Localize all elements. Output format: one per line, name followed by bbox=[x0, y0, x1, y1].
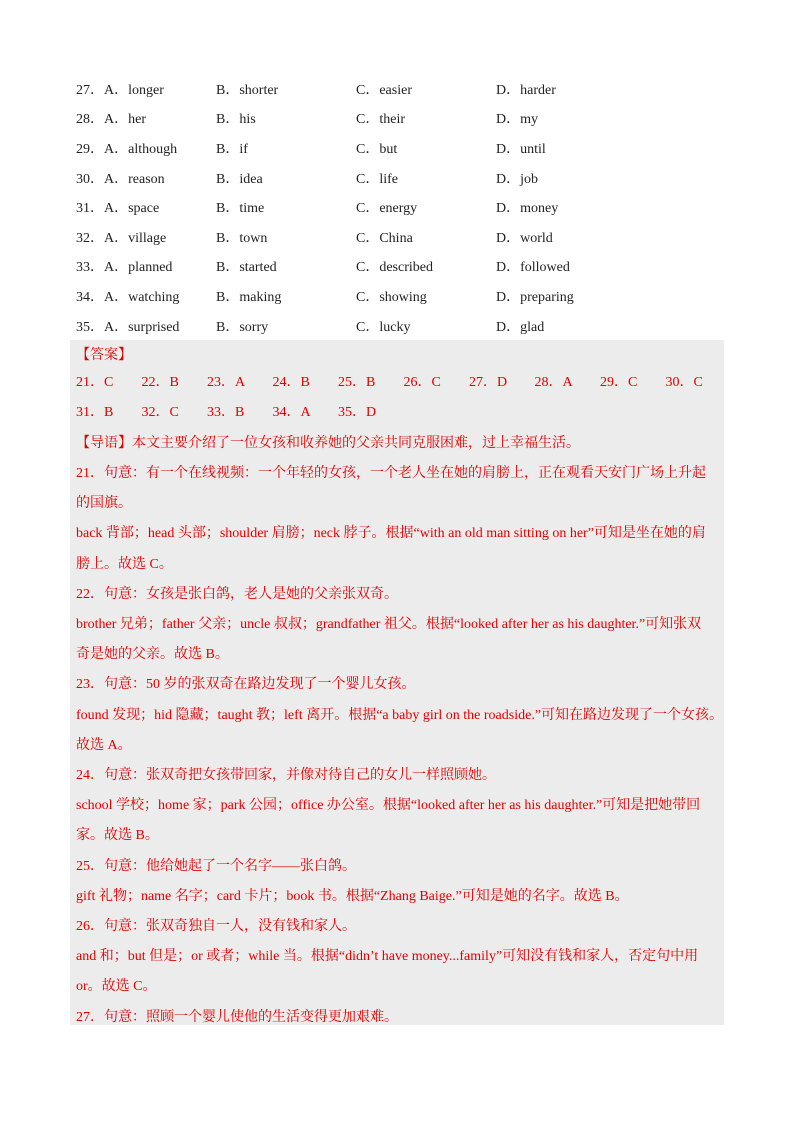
option-row bbox=[76, 192, 726, 222]
option-b: B．shorter bbox=[216, 82, 279, 98]
option-b: B．sorry bbox=[216, 319, 269, 335]
question-number: 35． bbox=[76, 319, 104, 335]
option-a-text: A．longer bbox=[104, 82, 164, 98]
option-c: C．their bbox=[356, 112, 405, 128]
option-a-text: A．although bbox=[104, 141, 178, 157]
option-a-text: A．planned bbox=[104, 260, 173, 276]
option-a-text: A．surprised bbox=[104, 319, 180, 335]
options-list bbox=[76, 74, 726, 340]
question-number: 30． bbox=[76, 171, 104, 187]
option-a bbox=[76, 79, 216, 99]
explanation-line: 22．句意：女孩是张白鸽，老人是她的父亲张双奇。 bbox=[76, 586, 398, 602]
option-d: D．harder bbox=[496, 82, 556, 98]
answer-item: 34．A bbox=[272, 405, 311, 420]
option-d: D．my bbox=[496, 112, 538, 128]
option-d: D．world bbox=[496, 230, 553, 246]
option-c: C．energy bbox=[356, 201, 418, 217]
option-d: D．preparing bbox=[496, 289, 574, 305]
option-a-text: A．space bbox=[104, 201, 160, 217]
option-c: C．life bbox=[356, 171, 398, 187]
option-a-text: A．her bbox=[104, 112, 146, 128]
explanation-line: 24．句意：张双奇把女孩带回家，并像对待自己的女儿一样照顾她。 bbox=[76, 768, 496, 783]
option-b: B．time bbox=[216, 201, 265, 217]
question-number: 33． bbox=[76, 260, 104, 276]
option-a-text: A．reason bbox=[104, 171, 165, 187]
option-a bbox=[76, 286, 216, 306]
option-b: B．making bbox=[216, 289, 282, 305]
explanation-line: 家。故选 B。 bbox=[76, 828, 159, 844]
option-c: C．but bbox=[356, 141, 398, 157]
answer-section bbox=[70, 340, 724, 1025]
explanation-line: 26．句意：张双奇独自一人，没有钱和家人。 bbox=[76, 919, 356, 934]
question-number: 29． bbox=[76, 141, 104, 157]
option-d: D．until bbox=[496, 141, 546, 157]
option-d: D．money bbox=[496, 201, 559, 217]
answer-item: 27．D bbox=[469, 375, 508, 390]
option-b: B．town bbox=[216, 230, 268, 246]
explanation-line: back 背部；head 头部；shoulder 肩膀；neck 脖子。根据“with an old man sitting on her”可知是坐在她的肩 bbox=[76, 526, 706, 542]
answer-row-2 bbox=[76, 403, 404, 423]
answer-item: 31．B bbox=[76, 405, 114, 420]
option-b: B．his bbox=[216, 112, 256, 128]
option-a bbox=[76, 168, 216, 188]
option-a bbox=[76, 197, 216, 217]
option-row bbox=[76, 104, 726, 134]
option-row bbox=[76, 222, 726, 252]
explanation-line: 27．句意：照顾一个婴儿使他的生活变得更加艰难。 bbox=[76, 1009, 398, 1025]
answer-item: 28．A bbox=[534, 375, 573, 390]
answer-item: 26．C bbox=[403, 375, 441, 390]
answer-header: 【答案】 bbox=[76, 348, 132, 363]
explanation-line: 故选 A。 bbox=[76, 737, 132, 753]
answer-item: 32．C bbox=[141, 405, 179, 420]
option-row bbox=[76, 74, 726, 104]
answer-item: 35．D bbox=[338, 405, 377, 420]
option-a-text: A．watching bbox=[104, 289, 180, 305]
explanation-line: brother 兄弟；father 父亲；uncle 叔叔；grandfather 祖父。根据“looked after her as his daughter.”可知张双 bbox=[76, 617, 702, 632]
option-row bbox=[76, 281, 726, 311]
explanation-line: 25．句意：他给她起了一个名字——张白鸽。 bbox=[76, 858, 356, 874]
question-number: 28． bbox=[76, 112, 104, 128]
answer-item: 23．A bbox=[207, 375, 246, 390]
explanation-line: found 发现；hid 隐藏；taught 教；left 离开。根据“a baby girl on the roadside.”可知在路边发现了一个女孩。 bbox=[76, 707, 724, 723]
answer-item: 24．B bbox=[272, 375, 310, 390]
option-a bbox=[76, 108, 216, 128]
option-a bbox=[76, 138, 216, 158]
answer-item: 33．B bbox=[207, 405, 245, 420]
option-a bbox=[76, 316, 216, 336]
answer-item: 21．C bbox=[76, 375, 114, 390]
explanation-line: and 和；but 但是；or 或者；while 当。根据“didn’t have money...family”可知没有钱和家人，否定句中用 bbox=[76, 949, 699, 965]
option-c: C．China bbox=[356, 230, 413, 246]
explanation-line: 奇是她的父亲。故选 B。 bbox=[76, 647, 229, 663]
explanation-line: 膀上。故选 C。 bbox=[76, 556, 173, 572]
option-row bbox=[76, 163, 726, 193]
option-c: C．easier bbox=[356, 82, 412, 98]
explanation-line: 23．句意：50 岁的张双奇在路边发现了一个婴儿女孩。 bbox=[76, 677, 416, 693]
answer-item: 25．B bbox=[338, 375, 376, 390]
option-c: C．described bbox=[356, 260, 433, 276]
question-number: 31． bbox=[76, 201, 104, 217]
guide-text: 【导语】本文主要介绍了一位女孩和收养她的父亲共同克服困难，过上幸福生活。 bbox=[76, 436, 580, 451]
option-row bbox=[76, 311, 726, 341]
answer-row-1 bbox=[76, 373, 731, 393]
question-number: 34． bbox=[76, 289, 104, 305]
answer-item: 22．B bbox=[141, 375, 179, 390]
option-c: C．showing bbox=[356, 289, 427, 305]
option-row bbox=[76, 252, 726, 282]
option-d: D．job bbox=[496, 171, 538, 187]
answer-item: 30．C bbox=[665, 375, 703, 390]
explanation-line: school 学校；home 家；park 公园；office 办公室。根据“looked after her as his daughter.”可知是把她带回 bbox=[76, 798, 701, 814]
answer-item: 29．C bbox=[600, 375, 638, 390]
option-a bbox=[76, 256, 216, 276]
option-b: B．idea bbox=[216, 171, 263, 187]
question-number: 32． bbox=[76, 230, 104, 246]
option-d: D．followed bbox=[496, 260, 570, 276]
option-b: B．if bbox=[216, 141, 248, 157]
question-number: 27． bbox=[76, 82, 104, 98]
option-c: C．lucky bbox=[356, 319, 411, 335]
explanation-line: gift 礼物；name 名字；card 卡片；book 书。根据“Zhang Baige.”可知是她的名字。故选 B。 bbox=[76, 888, 629, 904]
option-row bbox=[76, 133, 726, 163]
explanation-line: 21．句意：有一个在线视频：一个年轻的女孩，一个老人坐在她的肩膀上，正在观看天安门广场上升起 bbox=[76, 466, 706, 481]
option-b: B．started bbox=[216, 260, 277, 276]
explanation-line: or。故选 C。 bbox=[76, 979, 157, 995]
option-d: D．glad bbox=[496, 319, 545, 335]
option-a bbox=[76, 227, 216, 247]
explanation-line: 的国旗。 bbox=[76, 496, 132, 512]
option-a-text: A．village bbox=[104, 230, 167, 246]
